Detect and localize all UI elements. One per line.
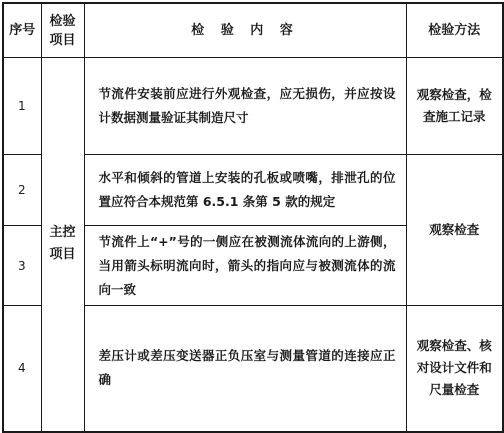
table-row	[3, 58, 503, 155]
row-seq: 3	[3, 226, 41, 306]
row-seq: 2	[3, 155, 41, 226]
header-item-line-2: 项目	[49, 32, 76, 48]
row-content: 水平和倾斜的管道上安装的孔板或喷嘴，排泄孔的位置应符合本规范第 6.5.1 条第 5 款的规定	[84, 155, 406, 226]
row-method: 观察检查，检查施工记录	[406, 58, 503, 155]
inspection-table	[2, 2, 504, 433]
header-content: 检 验 内 容	[84, 3, 406, 58]
header-item	[41, 3, 84, 58]
header-row	[3, 3, 503, 58]
group-label-main-control	[41, 58, 84, 432]
row-seq: 4	[3, 306, 41, 432]
row-method-merged: 观察检查	[406, 155, 503, 306]
row-content: 节流件安装前应进行外观检查，应无损伤，并应按设计数据测量验证其制造尺寸	[84, 58, 406, 155]
group-label-line-2: 项目	[49, 247, 76, 263]
header-method: 检验方法	[406, 3, 503, 58]
row-content: 节流件上“+”号的一侧应在被测流体流向的上游侧，当用箭头标明流向时，箭头的指向应与被测流体的流向一致	[84, 226, 406, 306]
header-item-line-1: 检验	[49, 13, 76, 29]
row-content: 差压计或差压变送器正负压室与测量管道的连接应正确	[84, 306, 406, 432]
row-seq: 1	[3, 58, 41, 155]
group-label-line-1: 主控	[49, 225, 76, 241]
inspection-table-container	[2, 2, 504, 433]
row-method: 观察检查、核对设计文件和尺量检查	[406, 306, 503, 432]
header-seq: 序号	[3, 3, 41, 58]
